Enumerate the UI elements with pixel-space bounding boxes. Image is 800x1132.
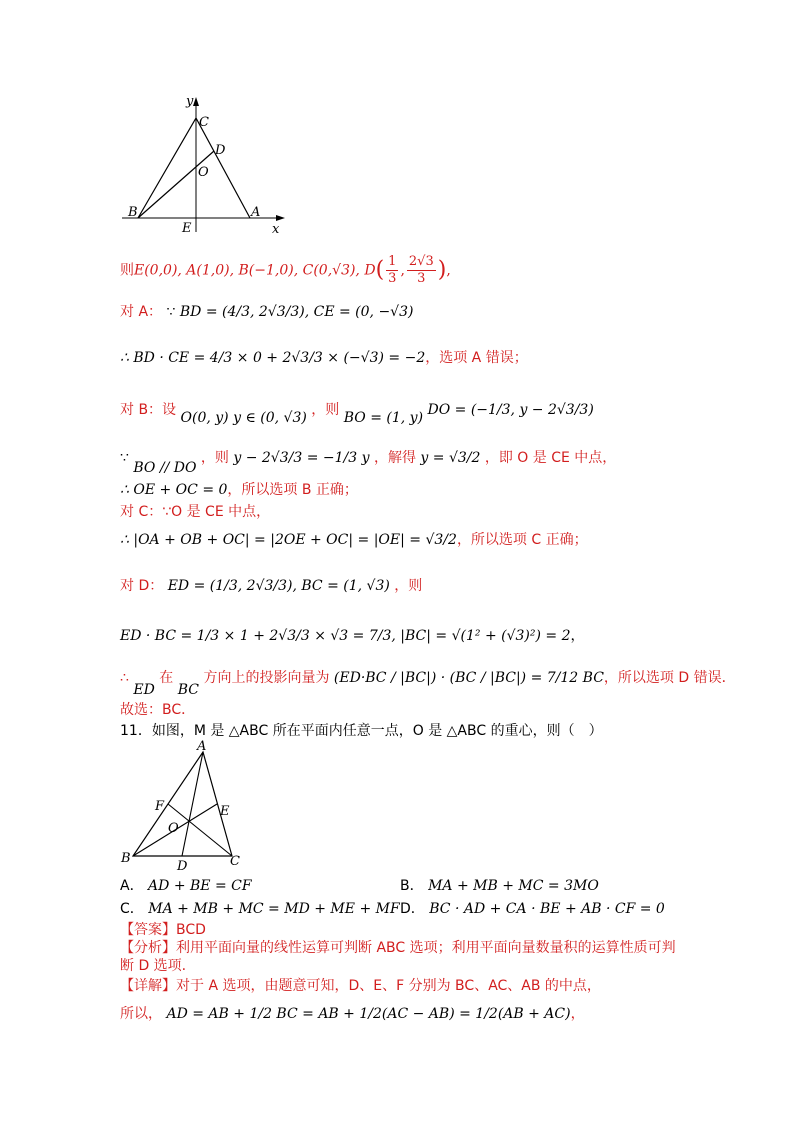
option-b-line [120,400,594,426]
fig2-label-E: E [220,804,230,819]
solution-analysis-2: 断 D 选项. [120,958,187,974]
option-a-verdict: ，选项 A 错误； [425,350,528,366]
option-b-bo: BO = (1, y) [343,410,424,426]
choice-c[interactable] [120,899,400,919]
option-a-line [120,302,413,322]
prev-answer: 故选：BC． [120,702,196,718]
fig1-label-E: E [182,221,192,235]
choice-d[interactable] [400,899,665,919]
choice-a-text: AD + BE = CF [148,878,252,894]
coords-line: 则E(0,0), A(1,0), B(−1,0), C(0,√3), D( $\frac{1}{3}$ , $\frac{2√3}{3}$ ), [120,254,451,286]
fig1-label-x: x [272,222,280,235]
option-b-solve: ，解得 [373,450,416,466]
option-a-calc: ∴ BD · CE = 4/3 × 0 + 2√3/3 × (−√3) = −2 [120,350,426,366]
option-b-sol: y = √3/2 [420,450,481,466]
choice-b[interactable] [400,876,599,896]
choice-c-text: MA + MB + MC = MD + ME + MF [148,901,400,917]
fig1-label-C: C [199,115,209,130]
option-b-parallel-line [120,448,617,476]
option-b-concl-text: ，所以选项 B 正确； [227,482,358,498]
option-d-label: 对 D： [120,578,164,594]
option-b-do: DO = (−1/3, y − 2√3/3) [427,402,594,418]
fig1-label-y: y [186,95,194,109]
solution-so-label: 所以， [120,1006,162,1022]
option-d-proj-end: ，所以选项 D 错误． [603,670,736,686]
choice-a-key: A． [120,878,144,894]
segment-BD [138,151,214,218]
figure-triangle-medians [118,740,258,870]
option-d-math: ED = (1/3, 2√3/3), BC = (1, √3) [167,578,390,594]
fig1-label-O: O [198,165,209,180]
solution-detail: 【详解】对于 A 选项，由题意可知，D、E、F 分别为 BC、AC、AB 的中点， [120,978,601,994]
option-d-then: ，则 [394,578,423,594]
option-d-proj-mid: 方向上的投影向量为 [203,670,330,686]
solution-answer: 【答案】BCD [120,922,206,938]
option-c-line2 [120,530,588,550]
option-b-then2: ，则 [200,450,229,466]
option-c-line1 [120,502,270,522]
choice-a[interactable] [120,876,252,896]
solution-so-line [120,1004,585,1024]
option-d-line2 [120,626,585,646]
option-a-math: BD = (4/3, 2√3/3), CE = (0, −√3) [179,304,414,320]
fig2-label-B: B [121,851,131,866]
triangle-ABC [133,752,232,856]
option-d-line3 [120,668,736,698]
choice-c-key: C． [120,901,144,917]
option-b-mid: ，即 O 是 CE 中点， [484,450,617,466]
option-d-calc: ED · BC = 1/3 × 1 + 2√3/3 × √3 = 7/3, |BC| = √(1² + (√3)²) = 2 [120,628,571,644]
option-c-text1: 对 C：∵O 是 CE 中点， [120,504,271,520]
coords-prefix: 则 [120,262,134,279]
option-c-math: ∴ |OA + OB + OC| = |2OE + OC| = |OE| = √3/2 [120,532,457,548]
fig2-label-F: F [155,799,165,814]
figure-coordinate-triangle [120,95,290,235]
option-d-proj-prefix: ∴ [120,670,129,686]
x-axis-arrow [276,215,285,221]
option-b-concl-line [120,480,358,500]
choice-d-key: D． [400,901,425,917]
option-b-eq: y − 2√3/3 = −1/3 y [233,450,370,466]
solution-analysis-1: 【分析】利用平面向量的线性运算可判断 ABC 选项；利用平面向量数量积的运算性质可判 [120,940,676,956]
option-b-label: 对 B：设 [120,402,177,418]
option-b-y: y ∈ (0, √3) [233,410,307,426]
fig2-label-A: A [197,740,207,754]
fig2-label-O: O [168,821,179,836]
question-11: 11．如图，M 是 △ABC 所在平面内任意一点，O 是 △ABC 的重心，则（ ） [120,723,603,739]
fig1-label-D: D [215,143,226,158]
option-d-ed: ED [133,682,155,698]
solution-so-math: AD = AB + 1/2 BC = AB + 1/2(AC − AB) = 1/2(AB + AC) [166,1006,571,1022]
option-c-text: ，所以选项 C 正确； [456,532,588,548]
option-b-o: O(0, y) [180,410,229,426]
y-axis-arrow [193,97,199,106]
option-b-parallel: BO // DO [133,460,197,476]
option-b-concl-math: ∴ OE + OC = 0 [120,482,228,498]
option-d-calc-end: ， [570,628,585,644]
segment-BC [138,118,196,218]
option-d-zai: 在 [159,670,174,686]
fig1-label-A: A [251,205,261,220]
choice-b-text: MA + MB + MC = 3MO [428,878,599,894]
option-a-because: ∵ [166,304,176,320]
choice-b-key: B． [400,878,424,894]
option-a-label: 对 A： [120,304,163,320]
fig1-label-B: B [128,205,138,220]
fig2-label-D: D [177,859,188,870]
option-b-because: ∵ [120,450,129,466]
option-a-calc-line [120,348,528,368]
option-b-then: ，则 [311,402,340,418]
coords-text: E(0,0), A(1,0), B(−1,0), C(0,√3), D [134,262,376,279]
fig2-label-C: C [230,854,240,869]
option-d-proj-math: (ED·BC / |BC|) · (BC / |BC|) = 7/12 BC [333,670,604,686]
option-d-bc: BC [177,682,199,698]
choice-d-text: BC · AD + CA · BE + AB · CF = 0 [429,901,665,917]
option-d-line1 [120,576,422,596]
solution-so-end: ， [570,1006,585,1022]
